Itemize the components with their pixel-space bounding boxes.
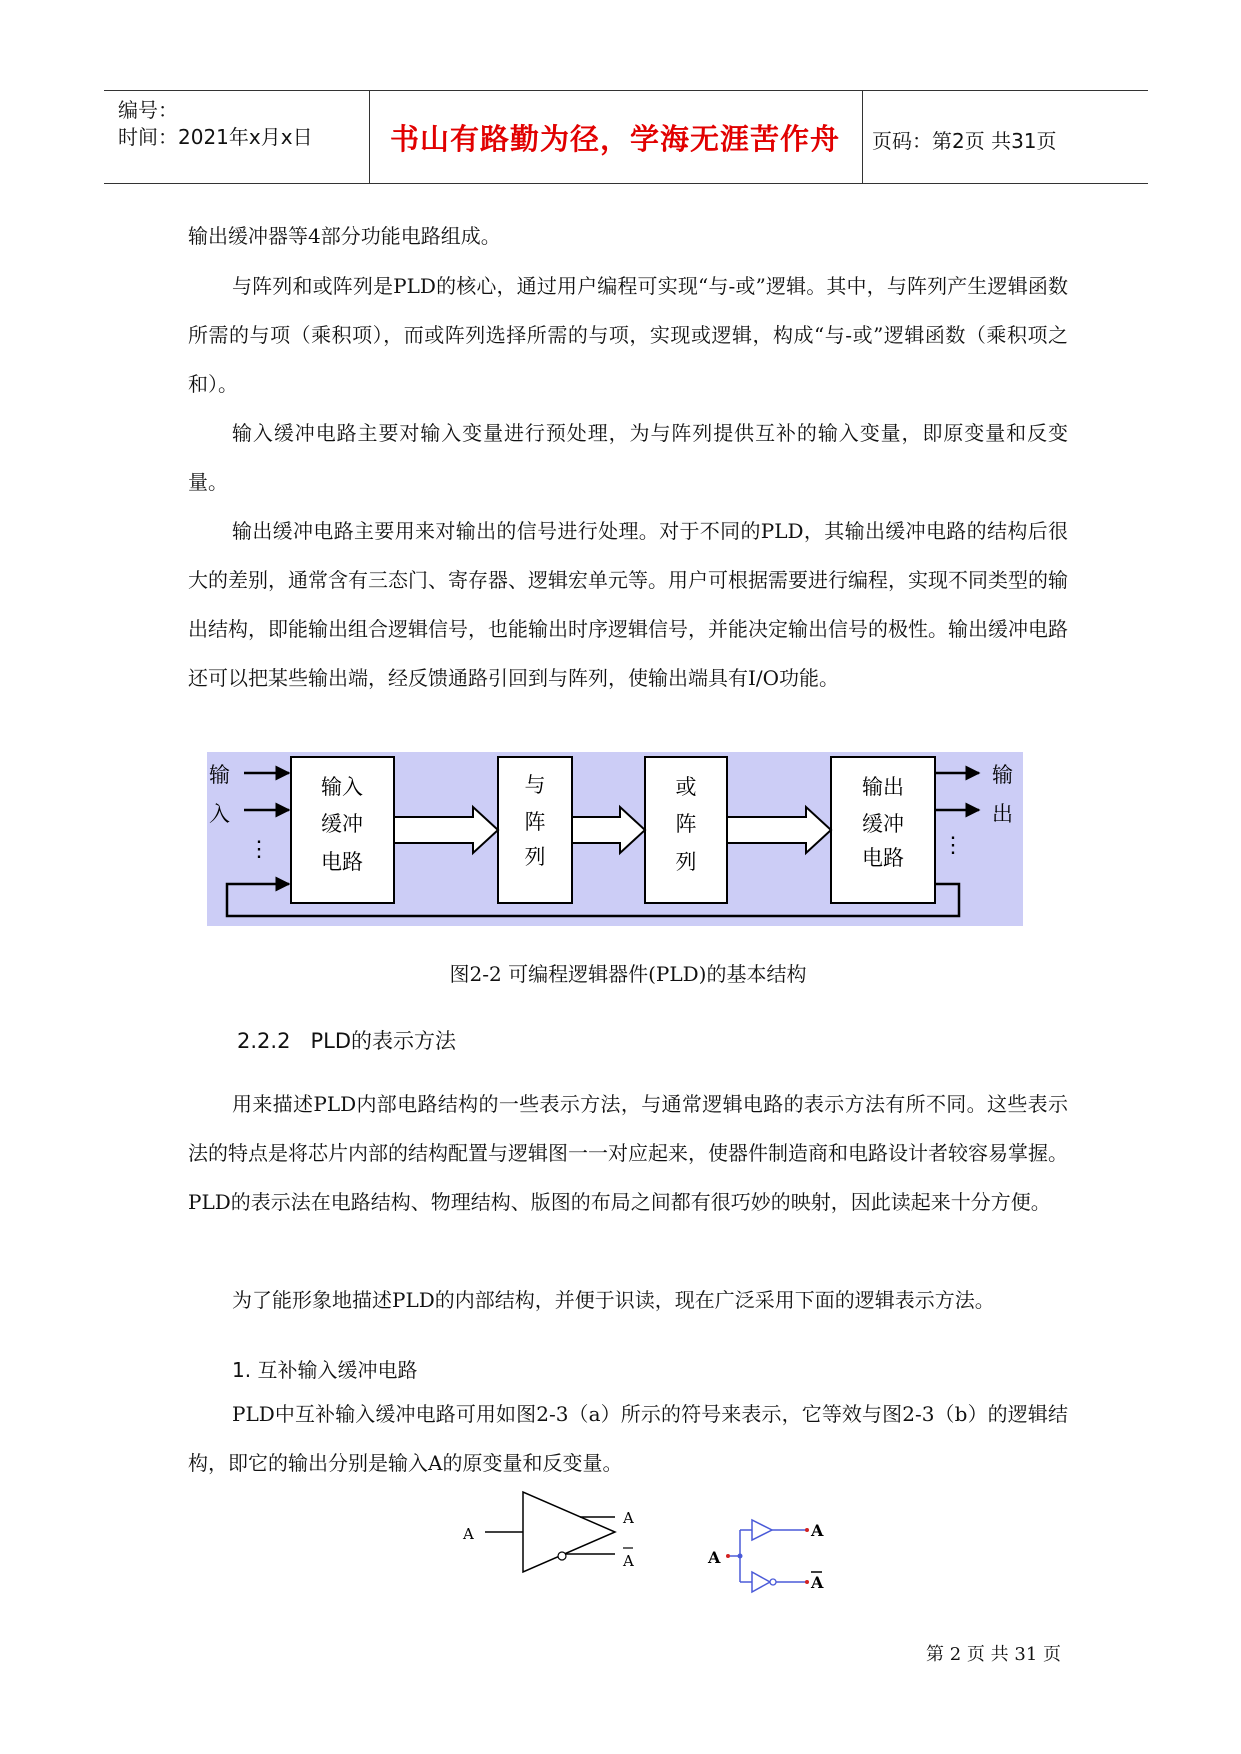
inverter-gate bbox=[752, 1572, 770, 1592]
block1-line3: 电路 bbox=[321, 850, 363, 874]
section-heading: 2.2.2 PLD的表示方法 bbox=[237, 1029, 456, 1053]
output-label-2: 出 bbox=[992, 802, 1013, 826]
figure-2-3b-logic-structure bbox=[700, 1500, 850, 1610]
b-input-label: A bbox=[708, 1548, 721, 1567]
output-label-a-complement: A bbox=[623, 1552, 634, 1570]
block3-line3: 列 bbox=[675, 850, 697, 874]
block4-line3: 电路 bbox=[862, 846, 904, 870]
paragraph-4: 输出缓冲电路主要用来对输出的信号进行处理。对于不同的PLD，其输出缓冲电路的结构后很大的差别，通常含有三态门、寄存器、逻辑宏单元等。用户可根据需要进行编程，实现不同类型的输出结构，即能输出组合逻辑信号，也能输出时序逻辑信号，并能决定输出信号的极性。输出缓冲电路还可以把某些输出端，经反馈通路引回到与阵列，使输出端具有I/O功能。 bbox=[188, 519, 1068, 690]
block2-line1: 与 bbox=[524, 773, 546, 797]
header-top-rule bbox=[104, 90, 1148, 91]
figure-2-2-caption: 图2-2 可编程逻辑器件(PLD)的基本结构 bbox=[449, 962, 807, 986]
block2-line3: 列 bbox=[524, 845, 546, 869]
header-bottom-rule bbox=[104, 183, 1148, 184]
out-pin-top bbox=[805, 1528, 809, 1532]
inversion-bubble bbox=[558, 1552, 566, 1560]
input-pin bbox=[726, 1554, 730, 1558]
subheading-complementary-buffer: 1. 互补输入缓冲电路 bbox=[232, 1358, 418, 1382]
block4-line1: 输出 bbox=[862, 775, 904, 799]
b-output-label: A bbox=[811, 1521, 824, 1540]
buffer-gate bbox=[752, 1520, 772, 1540]
paragraph-1: 输出缓冲器等4部分功能电路组成。 bbox=[188, 224, 501, 248]
paragraph-7: PLD中互补输入缓冲电路可用如图2-3（a）所示的符号来表示，它等效与图2-3（b）的逻辑结构，即它的输出分别是输入A的原变量和反变量。 bbox=[188, 1402, 1068, 1475]
figure-2-2-diagram bbox=[207, 752, 1023, 926]
block1-line2: 缓冲 bbox=[321, 812, 363, 836]
block4-line2: 缓冲 bbox=[862, 812, 904, 836]
block3-line1: 或 bbox=[675, 775, 697, 799]
header-page-info: 页码：第2页 共31页 bbox=[872, 129, 1057, 153]
block3-line2: 阵 bbox=[675, 812, 697, 836]
input-ellipsis: ⋮ bbox=[248, 837, 270, 862]
header-time-label: 时间：2021年x月x日 bbox=[118, 125, 313, 149]
paragraph-3: 输入缓冲电路主要对输入变量进行预处理，为与阵列提供互补的输入变量，即原变量和反变量。 bbox=[188, 421, 1068, 494]
paragraph-2: 与阵列和或阵列是PLD的核心，通过用户编程可实现“与-或”逻辑。其中，与阵列产生逻辑函数所需的与项（乘积项），而或阵列选择所需的与项，实现或逻辑，构成“与-或”逻辑函数（乘积项之和）。 bbox=[188, 274, 1068, 396]
input-label-a: A bbox=[463, 1525, 474, 1543]
paragraph-6: 为了能形象地描述PLD的内部结构，并便于识读，现在广泛采用下面的逻辑表示方法。 bbox=[232, 1288, 995, 1312]
output-label-1: 输 bbox=[992, 763, 1013, 787]
buffer-triangle bbox=[523, 1492, 615, 1572]
block2-line2: 阵 bbox=[524, 810, 546, 834]
input-label-2: 入 bbox=[209, 802, 230, 826]
figure-2-3a-buffer-symbol bbox=[455, 1474, 655, 1604]
block1-line1: 输入 bbox=[321, 775, 363, 799]
output-label-a: A bbox=[623, 1509, 634, 1527]
page-footer: 第 2 页 共 31 页 bbox=[926, 1644, 1061, 1665]
header-number-label: 编号： bbox=[118, 98, 178, 122]
header-motto: 书山有路勤为径，学海无涯苦作舟 bbox=[389, 122, 840, 156]
b-output-label-complement: A bbox=[811, 1573, 824, 1592]
inverter-bubble bbox=[770, 1579, 776, 1585]
out-pin-bottom bbox=[805, 1580, 809, 1584]
output-ellipsis: ⋮ bbox=[942, 833, 964, 858]
input-label-1: 输 bbox=[209, 763, 230, 787]
header-divider-right bbox=[862, 90, 863, 183]
paragraph-5: 用来描述PLD内部电路结构的一些表示方法，与通常逻辑电路的表示方法有所不同。这些表示法的特点是将芯片内部的结构配置与逻辑图一一对应起来，使器件制造商和电路设计者较容易掌握。PLD的表示法在电路结构、物理结构、版图的布局之间都有很巧妙的映射，因此读起来十分方便。 bbox=[188, 1092, 1068, 1214]
